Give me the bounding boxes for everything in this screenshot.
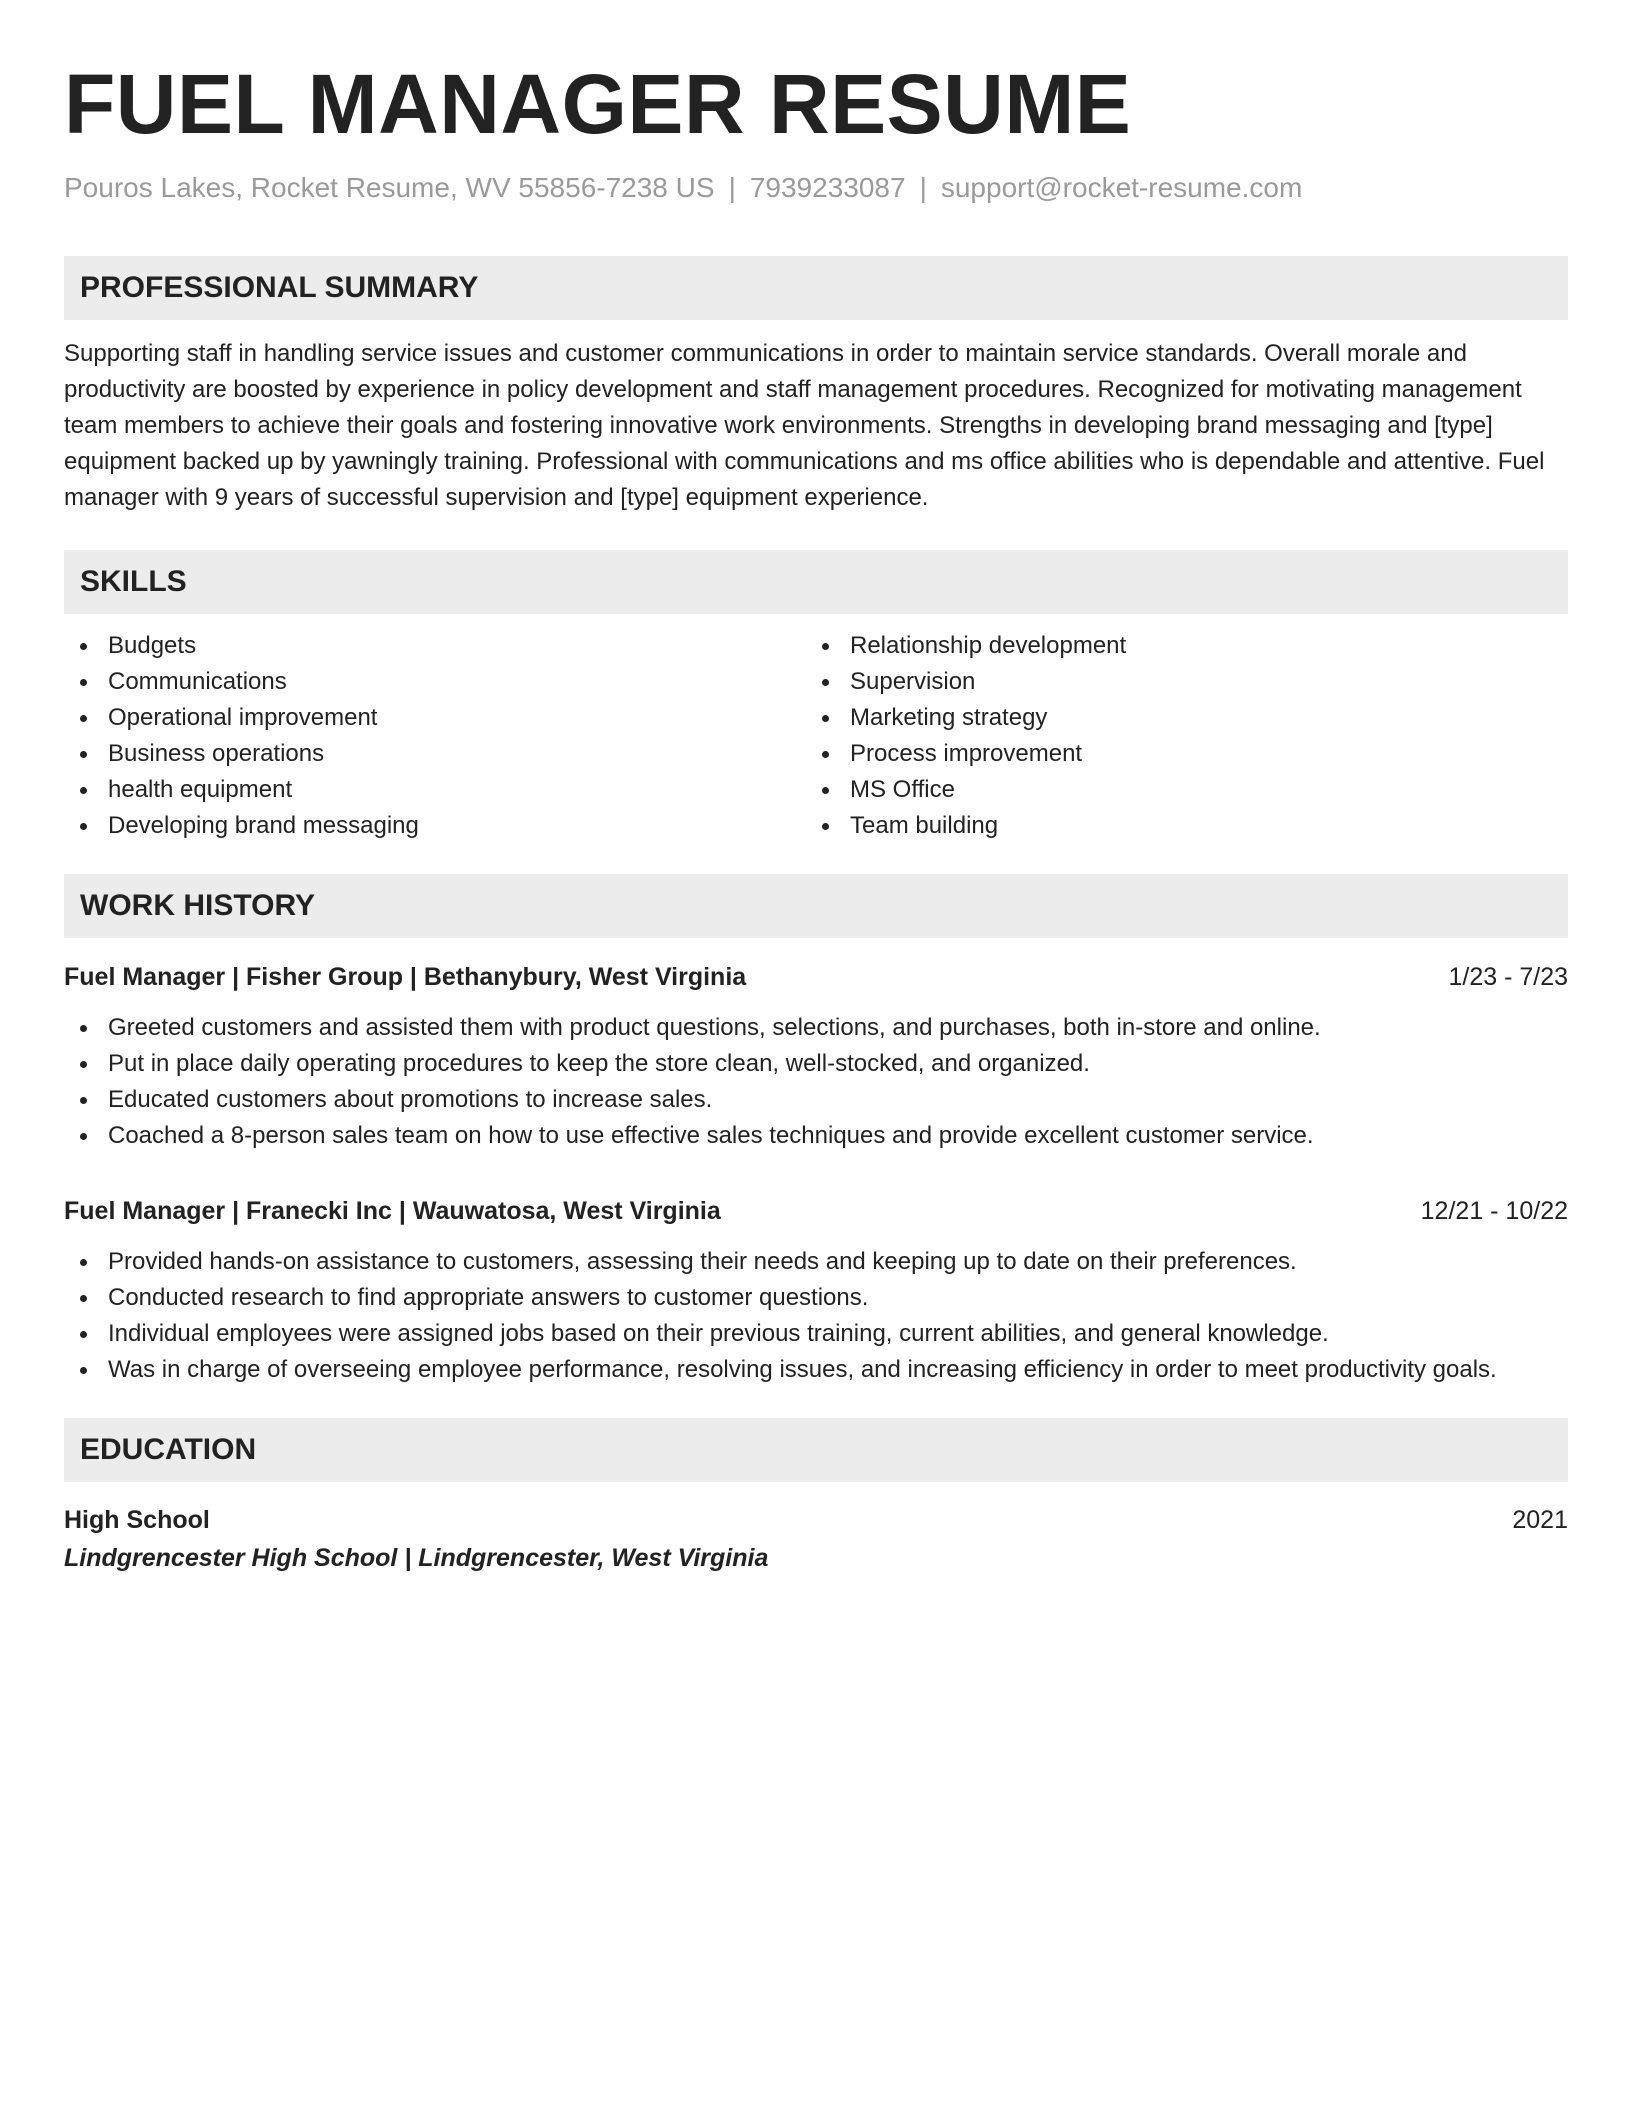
job-header: [64, 960, 1568, 994]
job-bullet: Put in place daily operating procedures to keep the store clean, well-stocked, and organized.: [64, 1046, 1568, 1082]
skill-item: Budgets: [64, 628, 806, 664]
skills-column-left: [64, 628, 806, 844]
job-bullet: Provided hands-on assistance to customers, assessing their needs and keeping up to date on their preferences.: [64, 1244, 1568, 1280]
skills-column-right: [806, 628, 1548, 844]
contact-separator: |: [919, 172, 927, 203]
education-school: Lindgrencester High School | Lindgrencester, West Virginia: [64, 1544, 769, 1572]
skills-list: [64, 628, 1568, 844]
education-year: 2021: [1512, 1506, 1568, 1534]
education-header: [64, 1502, 1568, 1538]
job-title: Fuel Manager | Franecki Inc | Wauwatosa, West Virginia: [64, 1197, 721, 1225]
job-bullets: [64, 1010, 1568, 1154]
skill-item: health equipment: [64, 772, 806, 808]
summary-text: Supporting staff in handling service issues and customer communications in order to maintain service standards. Overall morale and productivity are boosted by experience in policy development and staff management procedures. Recognized for motivating management team members to achieve their goals and fostering innovative work environments. Strengths in developing brand messaging and [type] equipment backed up by yawningly training. Professional with communications and ms office abilities who is dependable and attentive. Fuel manager with 9 years of successful supervision and [type] equipment experience.: [64, 340, 1545, 511]
resume-title: FUEL MANAGER RESUME: [64, 57, 1132, 151]
contact-line: [64, 170, 1568, 206]
skill-item: Supervision: [806, 664, 1548, 700]
skill-item: Communications: [64, 664, 806, 700]
job-bullet: Individual employees were assigned jobs based on their previous training, current abilities, and general knowledge.: [64, 1316, 1568, 1352]
job-bullet: Conducted research to find appropriate answers to customer questions.: [64, 1280, 1568, 1316]
contact-phone: 7939233087: [749, 172, 906, 203]
section-heading-summary: PROFESSIONAL SUMMARY: [64, 256, 1568, 320]
job-header: [64, 1194, 1568, 1228]
job-title: Fuel Manager | Fisher Group | Bethanybury, West Virginia: [64, 963, 747, 991]
job-bullet: Was in charge of overseeing employee performance, resolving issues, and increasing efficiency in order to meet productivity goals.: [64, 1352, 1568, 1388]
section-heading-work-history: WORK HISTORY: [64, 874, 1568, 938]
skill-item: Business operations: [64, 736, 806, 772]
skill-item: Team building: [806, 808, 1548, 844]
skill-item: Operational improvement: [64, 700, 806, 736]
skill-item: Process improvement: [806, 736, 1548, 772]
section-heading-education: EDUCATION: [64, 1418, 1568, 1482]
job-dates: 12/21 - 10/22: [1420, 1197, 1568, 1225]
skill-item: Developing brand messaging: [64, 808, 806, 844]
job-dates: 1/23 - 7/23: [1448, 963, 1568, 991]
education-entry: [64, 1502, 1568, 1578]
skill-item: Marketing strategy: [806, 700, 1548, 736]
contact-address: Pouros Lakes, Rocket Resume, WV 55856-7238 US: [64, 172, 715, 203]
skill-item: Relationship development: [806, 628, 1548, 664]
job-entry: [64, 960, 1568, 1154]
section-heading-skills: SKILLS: [64, 550, 1568, 614]
contact-separator: |: [728, 172, 736, 203]
skill-item: MS Office: [806, 772, 1548, 808]
job-bullet: Greeted customers and assisted them with product questions, selections, and purchases, both in-store and online.: [64, 1010, 1568, 1046]
job-bullets: [64, 1244, 1568, 1388]
education-degree: High School: [64, 1506, 210, 1534]
job-entry: [64, 1194, 1568, 1388]
job-bullet: Educated customers about promotions to increase sales.: [64, 1082, 1568, 1118]
job-bullet: Coached a 8-person sales team on how to use effective sales techniques and provide excellent customer service.: [64, 1118, 1568, 1154]
contact-email: support@rocket-resume.com: [940, 172, 1303, 203]
